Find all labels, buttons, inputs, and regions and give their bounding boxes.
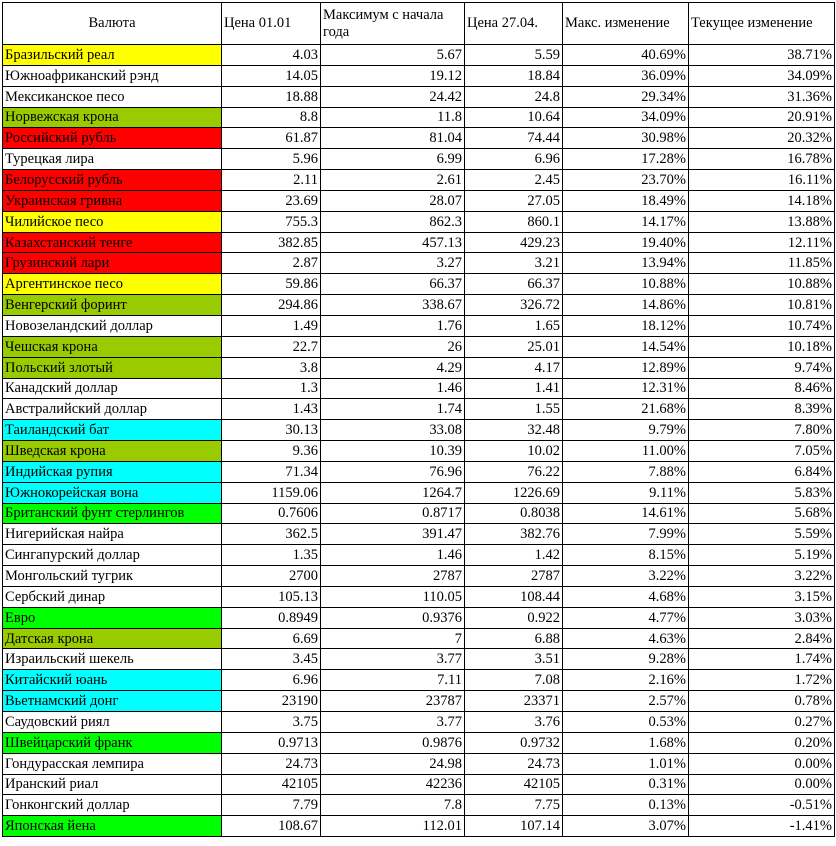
cell-max-ytd: 76.96 [321, 461, 465, 482]
cell-currency-name: Российский рубль [3, 128, 222, 149]
cell-max-change: 12.31% [563, 378, 689, 399]
cell-current-change: 11.85% [689, 253, 835, 274]
table-row [3, 816, 835, 837]
cell-currency-name: Белорусский рубль [3, 170, 222, 191]
cell-price-apr27: 429.23 [465, 232, 563, 253]
cell-price-apr27: 25.01 [465, 336, 563, 357]
cell-max-change: 0.53% [563, 712, 689, 733]
cell-currency-name: Саудовский риял [3, 712, 222, 733]
cell-price-apr27: 42105 [465, 774, 563, 795]
cell-currency-name: Канадский доллар [3, 378, 222, 399]
cell-currency-name: Сингапурский доллар [3, 545, 222, 566]
cell-currency-name: Казахстанский тенге [3, 232, 222, 253]
cell-price-apr27: 10.02 [465, 441, 563, 462]
cell-max-change: 11.00% [563, 441, 689, 462]
cell-max-change: 1.68% [563, 732, 689, 753]
cell-currency-name: Южноафриканский рэнд [3, 65, 222, 86]
cell-current-change: 8.39% [689, 399, 835, 420]
cell-current-change: 38.71% [689, 45, 835, 66]
cell-current-change: 13.88% [689, 211, 835, 232]
cell-max-change: 17.28% [563, 149, 689, 170]
cell-max-ytd: 2.61 [321, 170, 465, 191]
cell-max-change: 18.12% [563, 315, 689, 336]
cell-current-change: 5.19% [689, 545, 835, 566]
table-row [3, 732, 835, 753]
cell-current-change: 5.59% [689, 524, 835, 545]
cell-max-ytd: 5.67 [321, 45, 465, 66]
cell-price-apr27: 860.1 [465, 211, 563, 232]
cell-price-jan1: 2.11 [222, 170, 321, 191]
cell-max-change: 0.31% [563, 774, 689, 795]
cell-currency-name: Бразильский реал [3, 45, 222, 66]
cell-max-ytd: 0.9376 [321, 607, 465, 628]
cell-max-ytd: 24.42 [321, 86, 465, 107]
cell-max-change: 4.63% [563, 628, 689, 649]
table-row [3, 774, 835, 795]
cell-max-ytd: 1264.7 [321, 482, 465, 503]
cell-max-ytd: 1.74 [321, 399, 465, 420]
cell-price-jan1: 6.96 [222, 670, 321, 691]
cell-max-ytd: 7.11 [321, 670, 465, 691]
header-max-change: Макс. изменение [563, 3, 689, 45]
cell-current-change: -1.41% [689, 816, 835, 837]
cell-price-jan1: 0.9713 [222, 732, 321, 753]
cell-price-apr27: 74.44 [465, 128, 563, 149]
table-row [3, 86, 835, 107]
header-row [3, 3, 835, 45]
cell-price-jan1: 71.34 [222, 461, 321, 482]
cell-price-jan1: 382.85 [222, 232, 321, 253]
cell-price-jan1: 1.3 [222, 378, 321, 399]
cell-max-ytd: 457.13 [321, 232, 465, 253]
cell-currency-name: Южнокорейская вона [3, 482, 222, 503]
cell-price-jan1: 105.13 [222, 586, 321, 607]
table-row [3, 712, 835, 733]
cell-price-apr27: 6.96 [465, 149, 563, 170]
cell-price-jan1: 0.8949 [222, 607, 321, 628]
cell-price-apr27: 6.88 [465, 628, 563, 649]
cell-price-apr27: 1.41 [465, 378, 563, 399]
cell-max-ytd: 66.37 [321, 274, 465, 295]
table-row [3, 45, 835, 66]
cell-max-change: 1.01% [563, 753, 689, 774]
cell-max-change: 8.15% [563, 545, 689, 566]
cell-max-ytd: 11.8 [321, 107, 465, 128]
cell-price-jan1: 61.87 [222, 128, 321, 149]
cell-current-change: 0.00% [689, 774, 835, 795]
cell-currency-name: Чешская крона [3, 336, 222, 357]
cell-current-change: 31.36% [689, 86, 835, 107]
cell-current-change: 10.88% [689, 274, 835, 295]
cell-current-change: 16.11% [689, 170, 835, 191]
table-row [3, 170, 835, 191]
cell-max-ytd: 33.08 [321, 420, 465, 441]
cell-max-change: 9.79% [563, 420, 689, 441]
cell-max-change: 10.88% [563, 274, 689, 295]
cell-max-change: 4.77% [563, 607, 689, 628]
cell-currency-name: Гондурасская лемпира [3, 753, 222, 774]
table-body [3, 45, 835, 837]
table-row [3, 628, 835, 649]
table-row [3, 357, 835, 378]
cell-max-change: 19.40% [563, 232, 689, 253]
cell-currency-name: Украинская гривна [3, 190, 222, 211]
cell-currency-name: Норвежская крона [3, 107, 222, 128]
cell-price-jan1: 24.73 [222, 753, 321, 774]
cell-max-ytd: 112.01 [321, 816, 465, 837]
header-currency: Валюта [3, 3, 222, 45]
cell-price-apr27: 326.72 [465, 295, 563, 316]
table-row [3, 441, 835, 462]
cell-max-change: 7.99% [563, 524, 689, 545]
cell-price-jan1: 3.75 [222, 712, 321, 733]
cell-price-jan1: 2.87 [222, 253, 321, 274]
cell-max-ytd: 1.46 [321, 545, 465, 566]
cell-price-jan1: 294.86 [222, 295, 321, 316]
cell-current-change: 34.09% [689, 65, 835, 86]
cell-current-change: 14.18% [689, 190, 835, 211]
cell-currency-name: Иранский риал [3, 774, 222, 795]
table-row [3, 420, 835, 441]
cell-price-apr27: 0.9732 [465, 732, 563, 753]
cell-price-jan1: 30.13 [222, 420, 321, 441]
cell-current-change: 3.22% [689, 566, 835, 587]
cell-price-jan1: 42105 [222, 774, 321, 795]
table-row [3, 795, 835, 816]
cell-current-change: 3.15% [689, 586, 835, 607]
cell-currency-name: Австралийский доллар [3, 399, 222, 420]
cell-max-change: 4.68% [563, 586, 689, 607]
cell-current-change: 5.68% [689, 503, 835, 524]
cell-price-jan1: 18.88 [222, 86, 321, 107]
cell-currency-name: Нигерийская найра [3, 524, 222, 545]
cell-max-ytd: 3.77 [321, 649, 465, 670]
cell-price-jan1: 14.05 [222, 65, 321, 86]
table-row [3, 691, 835, 712]
cell-price-apr27: 76.22 [465, 461, 563, 482]
cell-current-change: 10.74% [689, 315, 835, 336]
cell-current-change: 20.91% [689, 107, 835, 128]
table-row [3, 482, 835, 503]
table-row [3, 461, 835, 482]
table-row [3, 753, 835, 774]
table-row [3, 670, 835, 691]
cell-currency-name: Швейцарский франк [3, 732, 222, 753]
cell-currency-name: Сербский динар [3, 586, 222, 607]
cell-price-apr27: 3.76 [465, 712, 563, 733]
cell-price-apr27: 5.59 [465, 45, 563, 66]
cell-price-jan1: 7.79 [222, 795, 321, 816]
cell-max-ytd: 24.98 [321, 753, 465, 774]
cell-max-change: 14.86% [563, 295, 689, 316]
header-current-change: Текущее изменение [689, 3, 835, 45]
cell-price-jan1: 4.03 [222, 45, 321, 66]
cell-max-change: 18.49% [563, 190, 689, 211]
cell-max-change: 2.16% [563, 670, 689, 691]
table-row [3, 503, 835, 524]
cell-max-ytd: 42236 [321, 774, 465, 795]
table-row [3, 190, 835, 211]
cell-price-apr27: 7.08 [465, 670, 563, 691]
cell-current-change: 5.83% [689, 482, 835, 503]
cell-price-apr27: 24.73 [465, 753, 563, 774]
cell-max-change: 36.09% [563, 65, 689, 86]
cell-currency-name: Израильский шекель [3, 649, 222, 670]
cell-price-jan1: 59.86 [222, 274, 321, 295]
cell-max-ytd: 3.27 [321, 253, 465, 274]
cell-price-apr27: 1226.69 [465, 482, 563, 503]
cell-price-jan1: 6.69 [222, 628, 321, 649]
cell-max-change: 14.54% [563, 336, 689, 357]
cell-price-apr27: 66.37 [465, 274, 563, 295]
table-row [3, 566, 835, 587]
currency-table [2, 2, 835, 837]
cell-price-apr27: 3.51 [465, 649, 563, 670]
table-row [3, 607, 835, 628]
cell-max-ytd: 10.39 [321, 441, 465, 462]
table-row [3, 149, 835, 170]
table-row [3, 232, 835, 253]
cell-currency-name: Гонконгский доллар [3, 795, 222, 816]
table-row [3, 274, 835, 295]
cell-price-apr27: 3.21 [465, 253, 563, 274]
cell-max-ytd: 1.76 [321, 315, 465, 336]
cell-currency-name: Японская йена [3, 816, 222, 837]
cell-price-jan1: 23.69 [222, 190, 321, 211]
cell-price-jan1: 1.43 [222, 399, 321, 420]
cell-price-jan1: 9.36 [222, 441, 321, 462]
table-row [3, 107, 835, 128]
cell-current-change: 2.84% [689, 628, 835, 649]
cell-currency-name: Евро [3, 607, 222, 628]
cell-price-jan1: 3.8 [222, 357, 321, 378]
cell-max-ytd: 6.99 [321, 149, 465, 170]
cell-current-change: 10.81% [689, 295, 835, 316]
cell-price-jan1: 3.45 [222, 649, 321, 670]
cell-current-change: 0.20% [689, 732, 835, 753]
cell-price-apr27: 0.922 [465, 607, 563, 628]
cell-max-change: 3.07% [563, 816, 689, 837]
table-row [3, 253, 835, 274]
cell-price-jan1: 2700 [222, 566, 321, 587]
cell-price-apr27: 0.8038 [465, 503, 563, 524]
cell-price-apr27: 1.65 [465, 315, 563, 336]
cell-price-apr27: 108.44 [465, 586, 563, 607]
cell-current-change: 3.03% [689, 607, 835, 628]
cell-max-change: 21.68% [563, 399, 689, 420]
cell-max-ytd: 28.07 [321, 190, 465, 211]
cell-max-change: 7.88% [563, 461, 689, 482]
cell-current-change: 1.74% [689, 649, 835, 670]
cell-price-apr27: 7.75 [465, 795, 563, 816]
cell-current-change: 10.18% [689, 336, 835, 357]
cell-max-change: 14.17% [563, 211, 689, 232]
cell-max-change: 14.61% [563, 503, 689, 524]
cell-max-ytd: 2787 [321, 566, 465, 587]
table-row [3, 586, 835, 607]
cell-currency-name: Монгольский тугрик [3, 566, 222, 587]
cell-max-ytd: 7.8 [321, 795, 465, 816]
cell-currency-name: Китайский юань [3, 670, 222, 691]
cell-max-change: 0.13% [563, 795, 689, 816]
cell-max-ytd: 3.77 [321, 712, 465, 733]
cell-price-jan1: 23190 [222, 691, 321, 712]
cell-max-ytd: 0.9876 [321, 732, 465, 753]
cell-max-change: 23.70% [563, 170, 689, 191]
header-max-ytd: Максимум с начала года [321, 3, 465, 45]
cell-max-ytd: 862.3 [321, 211, 465, 232]
cell-max-change: 30.98% [563, 128, 689, 149]
table-row [3, 336, 835, 357]
cell-currency-name: Датская крона [3, 628, 222, 649]
table-row [3, 524, 835, 545]
cell-price-jan1: 8.8 [222, 107, 321, 128]
cell-current-change: 0.27% [689, 712, 835, 733]
cell-current-change: 6.84% [689, 461, 835, 482]
cell-current-change: 0.00% [689, 753, 835, 774]
cell-max-change: 3.22% [563, 566, 689, 587]
cell-max-ytd: 81.04 [321, 128, 465, 149]
cell-currency-name: Таиландский бат [3, 420, 222, 441]
cell-max-ytd: 110.05 [321, 586, 465, 607]
cell-price-apr27: 4.17 [465, 357, 563, 378]
cell-current-change: 1.72% [689, 670, 835, 691]
cell-price-jan1: 5.96 [222, 149, 321, 170]
cell-max-ytd: 0.8717 [321, 503, 465, 524]
cell-price-apr27: 23371 [465, 691, 563, 712]
cell-current-change: 7.80% [689, 420, 835, 441]
cell-max-ytd: 7 [321, 628, 465, 649]
cell-max-change: 12.89% [563, 357, 689, 378]
cell-price-jan1: 22.7 [222, 336, 321, 357]
cell-max-ytd: 391.47 [321, 524, 465, 545]
cell-current-change: 0.78% [689, 691, 835, 712]
cell-max-ytd: 26 [321, 336, 465, 357]
cell-price-apr27: 10.64 [465, 107, 563, 128]
cell-price-apr27: 382.76 [465, 524, 563, 545]
cell-currency-name: Новозеландский доллар [3, 315, 222, 336]
cell-current-change: 12.11% [689, 232, 835, 253]
table-row [3, 295, 835, 316]
cell-current-change: 7.05% [689, 441, 835, 462]
cell-price-apr27: 32.48 [465, 420, 563, 441]
table-row [3, 649, 835, 670]
cell-max-ytd: 4.29 [321, 357, 465, 378]
table-row [3, 378, 835, 399]
cell-max-change: 13.94% [563, 253, 689, 274]
cell-price-jan1: 1.49 [222, 315, 321, 336]
cell-current-change: 9.74% [689, 357, 835, 378]
cell-max-change: 34.09% [563, 107, 689, 128]
cell-price-jan1: 1.35 [222, 545, 321, 566]
cell-price-jan1: 0.7606 [222, 503, 321, 524]
cell-currency-name: Шведская крона [3, 441, 222, 462]
cell-price-jan1: 1159.06 [222, 482, 321, 503]
cell-max-change: 40.69% [563, 45, 689, 66]
cell-price-apr27: 24.8 [465, 86, 563, 107]
cell-price-apr27: 107.14 [465, 816, 563, 837]
header-price-jan1: Цена 01.01 [222, 3, 321, 45]
cell-current-change: 8.46% [689, 378, 835, 399]
cell-currency-name: Венгерский форинт [3, 295, 222, 316]
cell-current-change: 20.32% [689, 128, 835, 149]
table-row [3, 211, 835, 232]
cell-price-apr27: 2787 [465, 566, 563, 587]
cell-price-apr27: 27.05 [465, 190, 563, 211]
cell-max-change: 9.28% [563, 649, 689, 670]
cell-currency-name: Чилийское песо [3, 211, 222, 232]
table-row [3, 128, 835, 149]
cell-price-jan1: 755.3 [222, 211, 321, 232]
cell-max-ytd: 338.67 [321, 295, 465, 316]
cell-currency-name: Грузинский лари [3, 253, 222, 274]
cell-price-jan1: 108.67 [222, 816, 321, 837]
cell-current-change: -0.51% [689, 795, 835, 816]
cell-max-change: 9.11% [563, 482, 689, 503]
cell-currency-name: Турецкая лира [3, 149, 222, 170]
cell-currency-name: Польский злотый [3, 357, 222, 378]
cell-currency-name: Британский фунт стерлингов [3, 503, 222, 524]
cell-price-apr27: 1.42 [465, 545, 563, 566]
table-row [3, 545, 835, 566]
cell-currency-name: Индийская рупия [3, 461, 222, 482]
cell-max-ytd: 19.12 [321, 65, 465, 86]
table-row [3, 399, 835, 420]
cell-currency-name: Вьетнамский донг [3, 691, 222, 712]
cell-price-apr27: 1.55 [465, 399, 563, 420]
cell-currency-name: Мексиканское песо [3, 86, 222, 107]
cell-currency-name: Аргентинское песо [3, 274, 222, 295]
cell-max-ytd: 1.46 [321, 378, 465, 399]
cell-max-change: 2.57% [563, 691, 689, 712]
table-row [3, 65, 835, 86]
header-price-apr27: Цена 27.04. [465, 3, 563, 45]
cell-price-jan1: 362.5 [222, 524, 321, 545]
cell-price-apr27: 2.45 [465, 170, 563, 191]
cell-current-change: 16.78% [689, 149, 835, 170]
cell-price-apr27: 18.84 [465, 65, 563, 86]
table-row [3, 315, 835, 336]
cell-max-change: 29.34% [563, 86, 689, 107]
cell-max-ytd: 23787 [321, 691, 465, 712]
